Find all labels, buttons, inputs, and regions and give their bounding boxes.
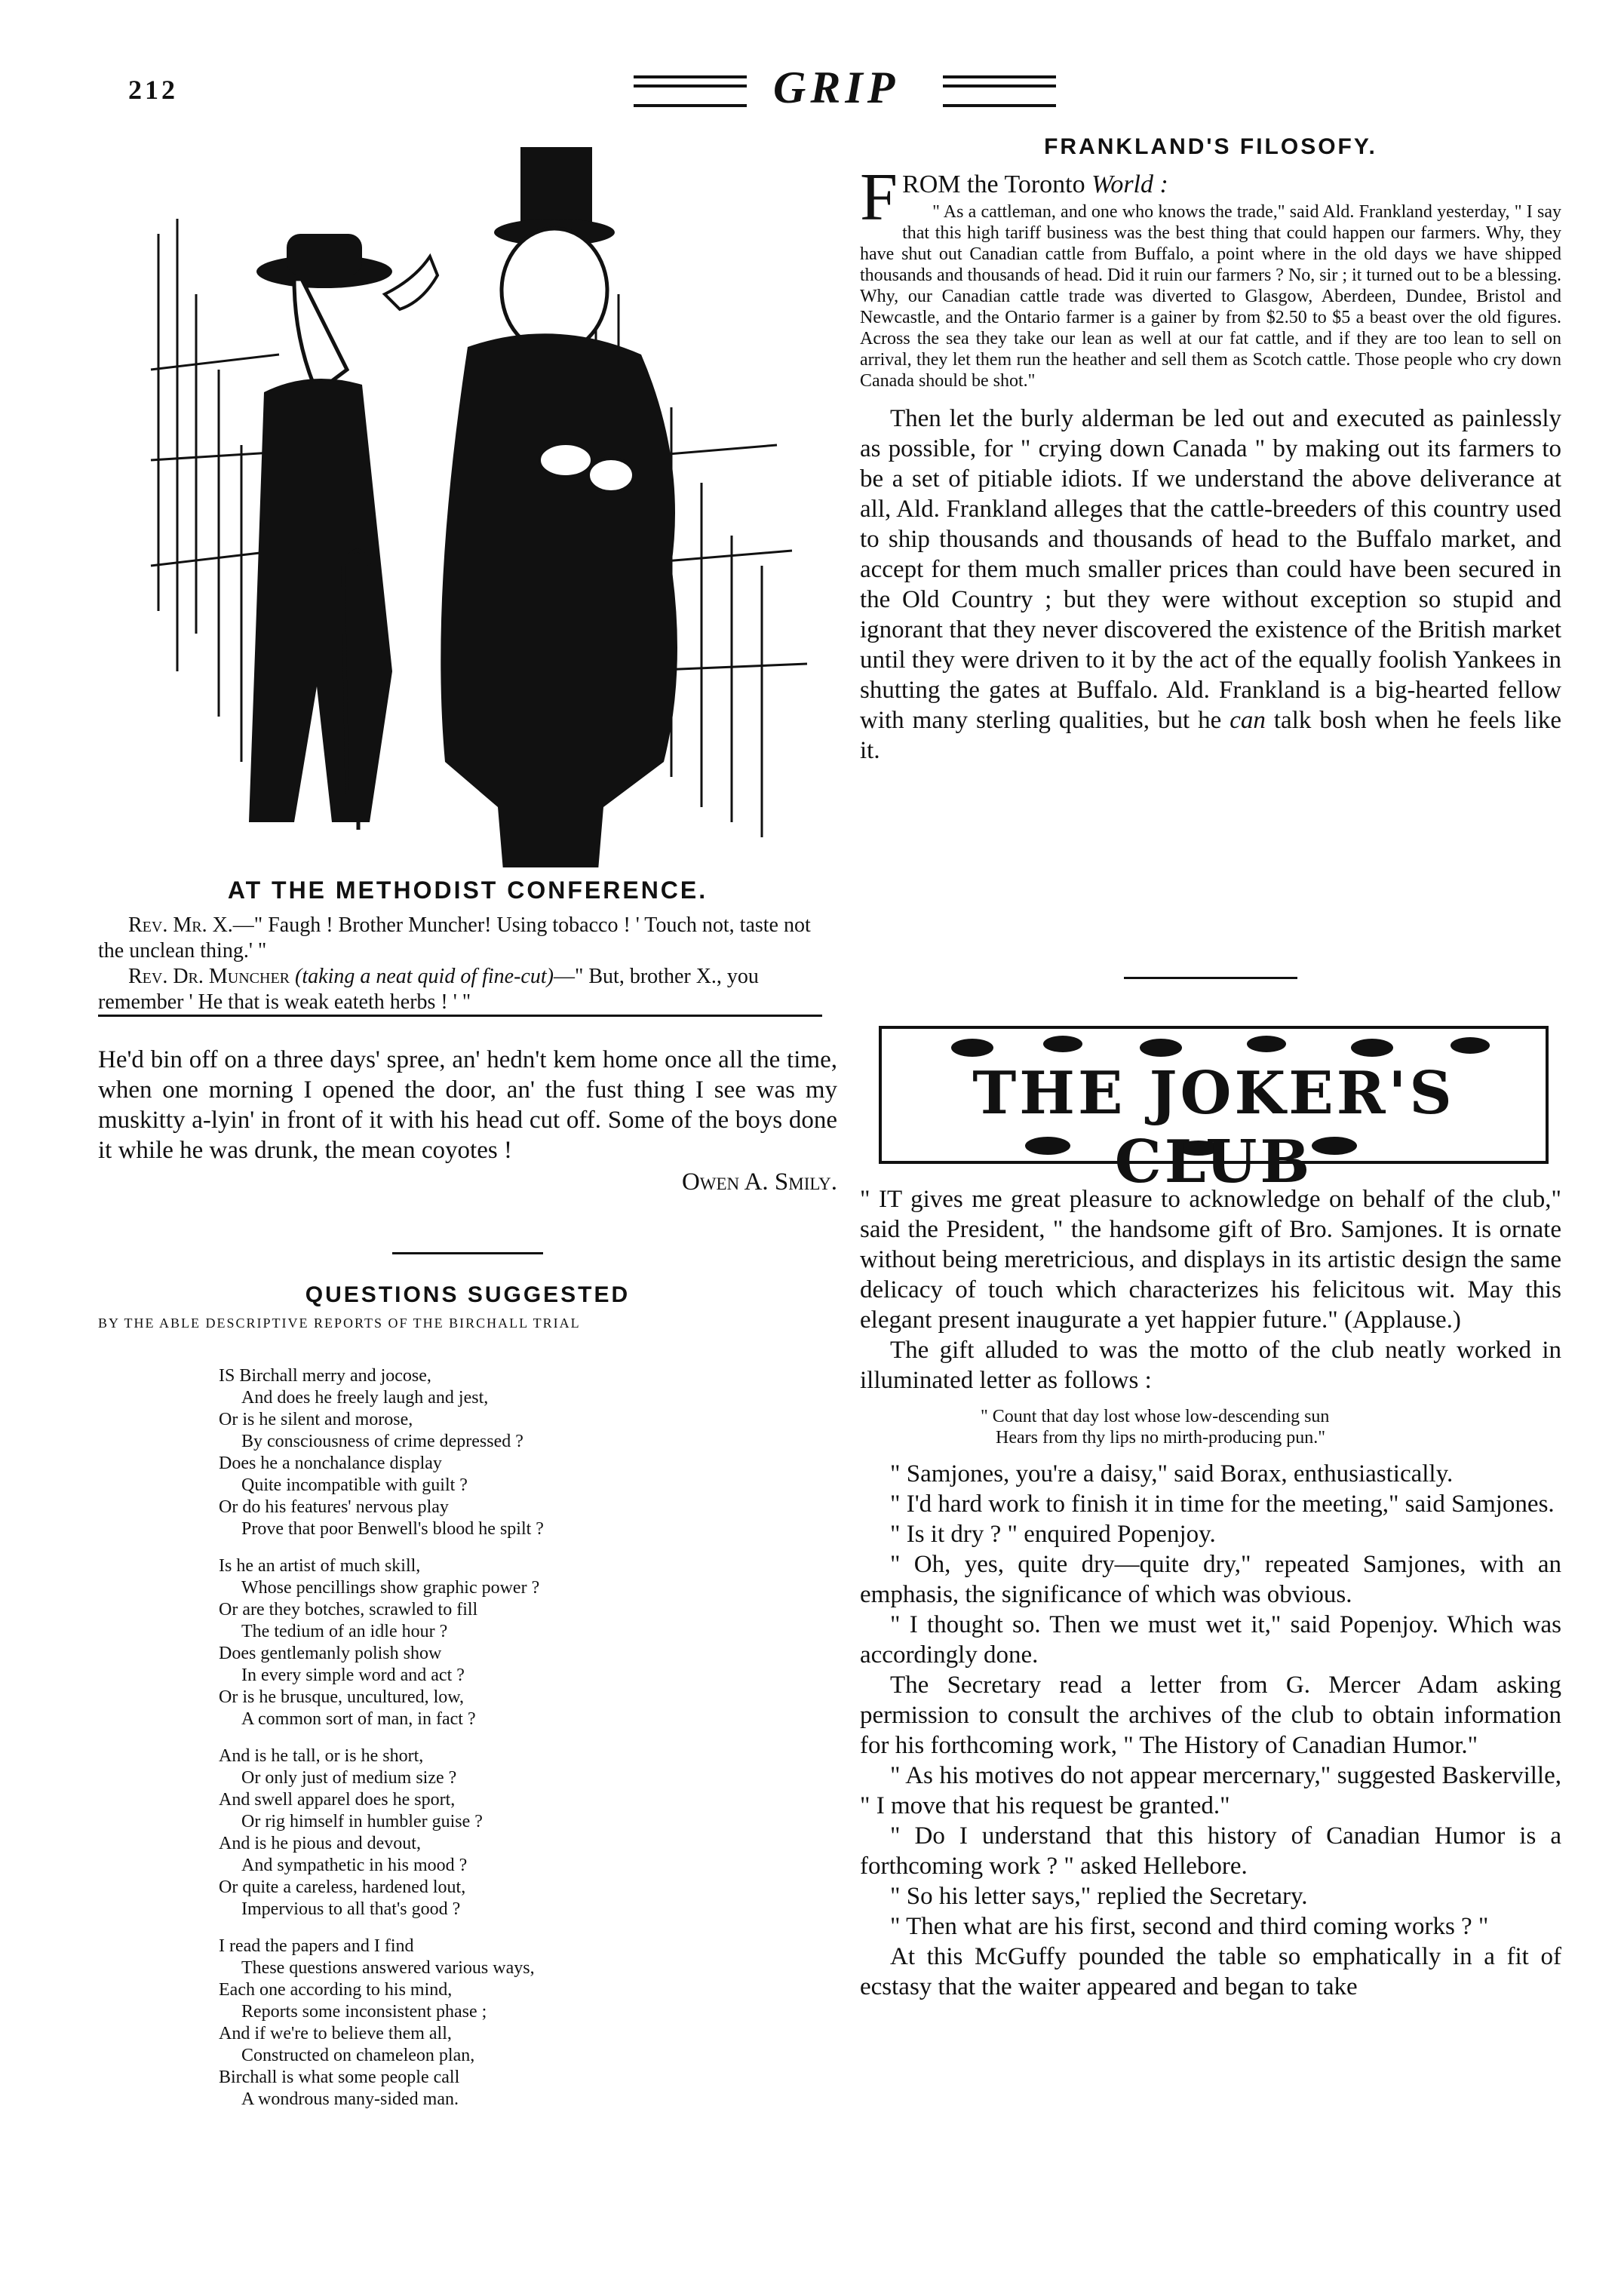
frankland-body-text: Then let the burly alderman be led out and executed as painlessly as possible, for " crying down Canada " by making out its farmers to be a set of pitiable idiots. If we understand the above deliverance at all, Ald. Frankland alleges that the cattle-breeders of this country used to ship thousands and thousands of head to the Buffalo market, and accept for them much smaller prices than could have been secured in the Old Country ; but they were without exception so stupid and ignorant that they never discovered the existence of the British market until they were driven to it by the act of the equally foolish Yankees in shutting the gates at Buffalo. Ald. Frankland is a big-hearted fellow with many sterling qualities, but he [860, 405, 1561, 734]
poem-stanza-4 [219, 1936, 747, 2111]
questions-subtitle: BY THE ABLE DESCRIPTIVE REPORTS OF THE BIRCHALL TRIAL [98, 1316, 581, 1331]
caption-text-2: —" But, brother X., you remember ' He that is weak eateth herbs ! ' " [98, 965, 759, 1014]
dialogue-paragraph: At this McGuffy pounded the table so emphatically in a fit of ecstasy that the waiter appeared and began to take [860, 1943, 1561, 2000]
jokers-paragraph-2: The gift alluded to was the motto of the club neatly worked in illuminated letter as follows : [860, 1337, 1561, 1394]
questions-section [98, 1282, 837, 1331]
frankland-dropcap: F [860, 160, 898, 235]
poem-line: Reports some inconsistent phase ; [241, 2002, 487, 2022]
frankland-intro: ROM the Toronto [902, 170, 1085, 198]
dialogue-paragraph: " Is it dry ? " enquired Popenjoy. [890, 1521, 1216, 1548]
cartoon-title: AT THE METHODIST CONFERENCE. [227, 877, 708, 904]
frankland-body-emphasis: can [1230, 707, 1266, 734]
questions-title: QUESTIONS SUGGESTED [305, 1282, 631, 1307]
poem-stanza-2 [219, 1555, 747, 1730]
masthead-rule-left-mid [634, 84, 747, 92]
poem-line: Or only just of medium size ? [241, 1768, 457, 1788]
banner-title: THE JOKER'S CLUB [972, 1059, 1455, 1196]
cartoon-drawing [143, 143, 822, 867]
poem-line: These questions answered various ways, [241, 1958, 535, 1978]
masthead-rule-right-mid [943, 84, 1056, 92]
caption-speaker-1: Rev. Mr. X. [128, 913, 233, 937]
caption-text-1: —" Faugh ! Brother Muncher! Using tobacco ! ' Touch not, taste not the unclean thing.' " [98, 913, 811, 962]
poem-line: Each one according to his mind, [219, 1980, 453, 2000]
dialogue-paragraph: " I'd hard work to finish it in time for the meeting," said Samjones. [890, 1491, 1555, 1518]
caption-speaker-2: Rev. Dr. Muncher [128, 965, 290, 988]
poem-line: Does he a nonchalance display [219, 1454, 442, 1473]
poem-line: A wondrous many-sided man. [241, 2089, 459, 2109]
poem-line: Whose pencillings show graphic power ? [241, 1578, 540, 1598]
jokers-paragraph-1: " IT gives me great pleasure to acknowledge on behalf of the club," said the President, " the handsome gift of Bro. Samjones. It is ornate without being meretricious, and displays in its artistic design the same delicacy of touch which characterizes his felicitous wit. May this elegant present inaugurate a yet happier future." (Applause.) [860, 1186, 1561, 1334]
dialogue-paragraph: " Oh, yes, quite dry—quite dry," repeated Samjones, with an emphasis, the significance of which was obvious. [860, 1551, 1561, 1608]
jokers-club-article [860, 1184, 1561, 2002]
story-divider [392, 1252, 543, 1254]
poem-line: And is he pious and devout, [219, 1834, 421, 1853]
poem-stanza-1 [219, 1365, 747, 1540]
poem-line: Or is he brusque, uncultured, low, [219, 1687, 465, 1707]
poem-line: Prove that poor Benwell's blood he spilt ? [241, 1519, 544, 1539]
poem-line: Or are they botches, scrawled to fill [219, 1600, 478, 1619]
club-motto [981, 1406, 1561, 1448]
cartoon-caption [98, 913, 837, 1015]
dialogue-paragraph: " So his letter says," replied the Secretary. [890, 1883, 1308, 1910]
masthead [619, 62, 1147, 115]
frankland-article [860, 160, 1562, 766]
poem-line: Impervious to all that's good ? [241, 1899, 461, 1919]
frankland-source: World : [1091, 170, 1168, 198]
poem-line: I read the papers and I find [219, 1936, 414, 1956]
poem-line: Does gentlemanly polish show [219, 1644, 442, 1663]
dialogue-paragraph: " Samjones, you're a daisy," said Borax, enthusiastically. [890, 1460, 1454, 1487]
poem-line: The tedium of an idle hour ? [241, 1622, 448, 1641]
poem-line: And sympathetic in his mood ? [241, 1856, 468, 1875]
page-number: 212 [128, 75, 178, 105]
poem-line: IS Birchall merry and jocose, [219, 1366, 431, 1386]
dialogue-paragraph: " Do I understand that this history of Canadian Humor is a forthcoming work ? " asked Hellebore. [860, 1822, 1561, 1880]
poem-line: Or is he silent and morose, [219, 1410, 413, 1429]
cartoon-illustration [143, 143, 822, 867]
poem-line: Is he an artist of much skill, [219, 1556, 421, 1576]
jokers-club-banner [879, 1026, 1549, 1196]
continued-story [98, 1045, 837, 1197]
frankland-body [860, 404, 1561, 766]
poem-stanza-3 [219, 1745, 747, 1920]
frankland-body-end: talk bosh when he feels like it. [860, 707, 1562, 764]
dialogue-paragraph: " I thought so. Then we must wet it," said Popenjoy. Which was accordingly done. [860, 1611, 1561, 1669]
poem-line: Or rig himself in humbler guise ? [241, 1812, 483, 1831]
poem-line: In every simple word and act ? [241, 1666, 465, 1685]
caption-stage-direction: (taking a neat quid of fine-cut) [295, 965, 554, 988]
poem-line: Or quite a careless, hardened lout, [219, 1877, 466, 1897]
poem-line: And is he tall, or is he short, [219, 1746, 424, 1766]
questions-poem [219, 1365, 747, 2126]
masthead-title: GRIP [773, 63, 900, 112]
poem-line: Birchall is what some people call [219, 2068, 460, 2087]
poem-line: A common sort of man, in fact ? [241, 1709, 476, 1729]
story-signature: Owen A. Smily. [681, 1168, 837, 1196]
left-column-rule [98, 1015, 822, 1017]
frankland-divider [1124, 977, 1297, 979]
continued-story-text: He'd bin off on a three days' spree, an' hedn't kem home once all the time, when one morning I opened the door, an' the fust thing I see was my muskitty a-lyin' in front of it with his head cut off. Some of the boys done it while he was drunk, the mean coyotes ! [98, 1046, 837, 1164]
motto-line: " Count that day lost whose low-descending sun [981, 1407, 1330, 1426]
poem-line: And does he freely laugh and jest, [241, 1388, 489, 1408]
frankland-quote: " As a cattleman, and one who knows the trade," said Ald. Frankland yesterday, " I say that this high tariff business was the best thing that could happen our farmers. Why, they have shut out Canadian cattle from Buffalo, a point where in the old days we have shipped thousands and thousands of head. Did it ruin our farmers ? No, sir ; it turned out to be a blessing. Why, our Canadian cattle trade was diverted to Glasgow, Aberdeen, Dundee, Bristol and Newcastle, and the Ontario farmer is a gainer by from $2.50 to $5 a beast over the old figures. Across the sea they take our lean as well at our fat cattle, and if they are too lean to sell on arrival, they let them run the heather and sell them as Scotch cattle. Those people who cry down Canada should be shot." [860, 202, 1561, 391]
poem-line: And if we're to believe them all, [219, 2024, 452, 2043]
frankland-title: FRANKLAND'S FILOSOFY. [1044, 134, 1377, 159]
dialogue-paragraph: The Secretary read a letter from G. Mercer Adam asking permission to consult the archives of the club to obtain information for his forthcoming work, " The History of Canadian Humor." [860, 1672, 1561, 1759]
poem-line: By consciousness of crime depressed ? [241, 1432, 523, 1451]
dialogue-paragraph: " As his motives do not appear mercernary," suggested Baskerville, " I move that his request be granted." [860, 1762, 1561, 1819]
poem-line: Or do his features' nervous play [219, 1497, 449, 1517]
dialogue-paragraph: " Then what are his first, second and third coming works ? " [890, 1913, 1489, 1940]
poem-line: Constructed on chameleon plan, [241, 2046, 475, 2065]
poem-line: And swell apparel does he sport, [219, 1790, 456, 1810]
poem-line: Quite incompatible with guilt ? [241, 1475, 468, 1495]
motto-line: Hears from thy lips no mirth-producing pun." [996, 1428, 1326, 1448]
